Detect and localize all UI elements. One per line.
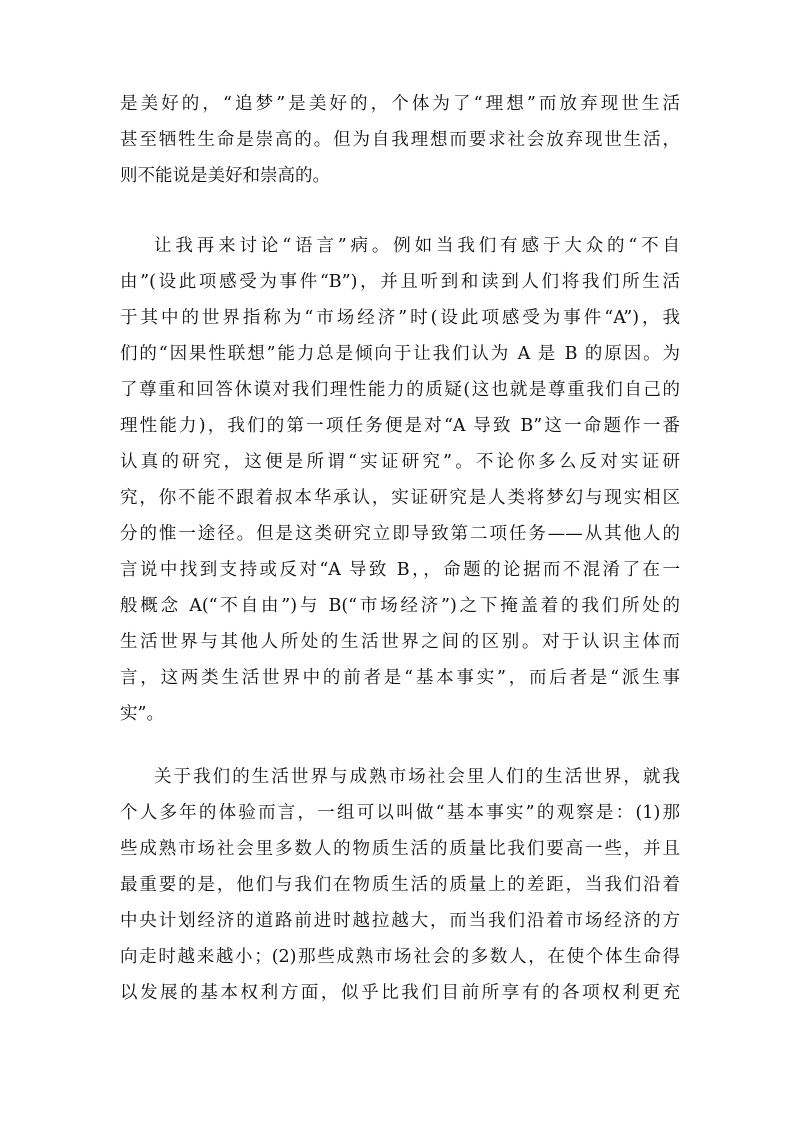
text-line: 认真的研究，这便是所谓“实证研究”。不论你多么反对实证研 [120,452,680,472]
text-line: 们的“因果性联想”能力总是倾向于让我们认为 A 是 B 的原因。为 [120,344,680,364]
text-line: 是美好的，“追梦”是美好的，个体为了“理想”而放弃现世生活 [120,94,680,114]
text-line: 中央计划经济的道路前进时越拉越大，而当我们沿着市场经济的方 [120,911,680,931]
text-line: 甚至牺牲生命是崇高的。但为自我理想而要求社会放弃现世生活， [120,130,680,150]
text-line: 言，这两类生活世界中的前者是“基本事实”，而后者是“派生事 [120,668,680,688]
text-line: 究，你不能不跟着叔本华承认，实证研究是人类将梦幻与现实相区 [120,488,680,508]
text-line: 分的惟一途径。但是这类研究立即导致第二项任务——从其他人的 [120,524,680,544]
text-line: 实”。 [120,704,164,724]
text-line: 以发展的基本权利方面，似乎比我们目前所享有的各项权利更充 [120,983,680,1003]
text-line: 了尊重和回答休谟对我们理性能力的质疑(这也就是尊重我们自己的 [120,380,680,400]
text-line: 则不能说是美好和崇高的。 [120,166,330,186]
text-line: 个人多年的体验而言，一组可以叫做“基本事实”的观察是：(1)那 [120,803,680,823]
text-line: 向走时越来越小；(2)那些成熟市场社会的多数人，在使个体生命得 [120,947,680,967]
paragraph-3 [120,759,680,1011]
text-line: 让我再来讨论“语言”病。例如当我们有感于大众的“不自 [154,236,680,256]
text-line: 般概念 A(“不自由”)与 B(“市场经济”)之下掩盖着的我们所处的 [120,596,680,616]
text-line: 最重要的是，他们与我们在物质生活的质量上的差距，当我们沿着 [120,875,680,895]
text-line: 理性能力)，我们的第一项任务便是对“A 导致 B”这一命题作一番 [120,416,680,436]
paragraph-1 [120,86,680,194]
text-line: 些成熟市场社会里多数人的物质生活的质量比我们要高一些，并且 [120,839,680,859]
text-line: 由”(设此项感受为事件“B”)，并且听到和读到人们将我们所生活 [120,272,680,292]
text-line: 言说中找到支持或反对“A 导致 B，，命题的论据而不混淆了在一 [120,560,680,580]
text-line: 关于我们的生活世界与成熟市场社会里人们的生活世界，就我 [154,767,680,787]
paragraph-2 [120,228,680,732]
text-line: 于其中的世界指称为“市场经济”时(设此项感受为事件“A”)，我 [120,308,680,328]
text-line: 生活世界与其他人所处的生活世界之间的区别。对于认识主体而 [120,632,680,652]
